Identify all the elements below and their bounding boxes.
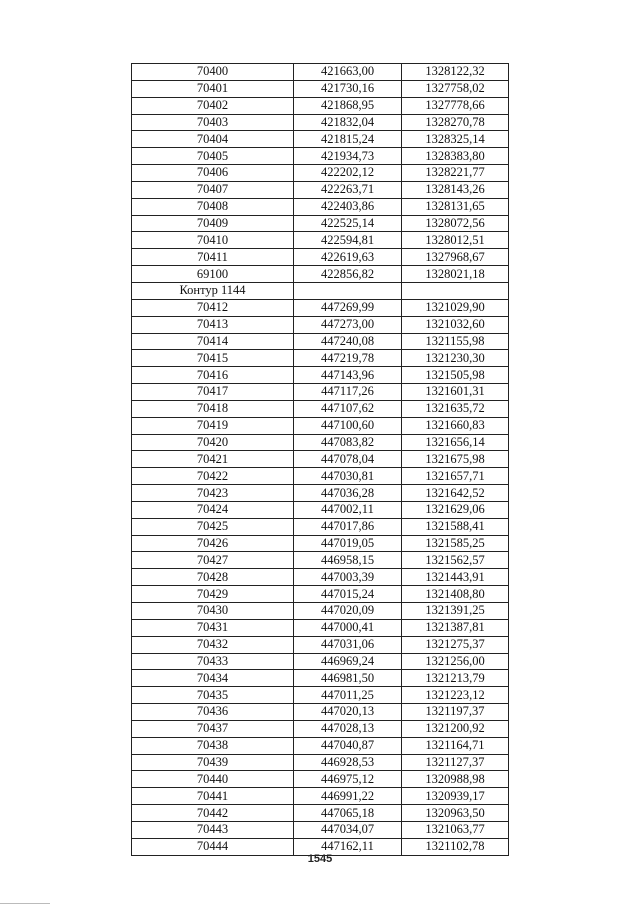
table-row <box>132 603 509 620</box>
x-coordinate-cell: 421663,00 <box>294 64 402 81</box>
y-coordinate-cell: 1328021,18 <box>402 266 509 283</box>
x-coordinate-cell: 446958,15 <box>294 552 402 569</box>
x-coordinate-cell: 447240,08 <box>294 333 402 350</box>
point-id-cell: 70417 <box>132 384 294 401</box>
point-id-cell: 70412 <box>132 299 294 316</box>
point-id-cell: 70419 <box>132 417 294 434</box>
y-coordinate-cell: 1321601,31 <box>402 384 509 401</box>
page-edge-line <box>0 903 50 904</box>
table-row <box>132 316 509 333</box>
y-coordinate-cell: 1321029,90 <box>402 299 509 316</box>
x-coordinate-cell: 447002,11 <box>294 501 402 518</box>
point-id-cell: 70405 <box>132 148 294 165</box>
x-coordinate-cell: 447031,06 <box>294 636 402 653</box>
y-coordinate-cell: 1321063,77 <box>402 821 509 838</box>
y-coordinate-cell: 1321562,57 <box>402 552 509 569</box>
table-row <box>132 535 509 552</box>
point-id-cell: 70427 <box>132 552 294 569</box>
x-coordinate-cell: 447078,04 <box>294 451 402 468</box>
point-id-cell: 70402 <box>132 97 294 114</box>
x-coordinate-cell: 447034,07 <box>294 821 402 838</box>
point-id-cell: Контур 1144 <box>132 282 294 299</box>
table-row <box>132 215 509 232</box>
y-coordinate-cell: 1328325,14 <box>402 131 509 148</box>
x-coordinate-cell: 446991,22 <box>294 788 402 805</box>
x-coordinate-cell: 447100,60 <box>294 417 402 434</box>
y-coordinate-cell: 1328221,77 <box>402 165 509 182</box>
table-row <box>132 737 509 754</box>
table-row <box>132 501 509 518</box>
x-coordinate-cell: 447273,00 <box>294 316 402 333</box>
x-coordinate-cell: 447020,09 <box>294 603 402 620</box>
coordinates-table <box>131 63 509 856</box>
point-id-cell: 70410 <box>132 232 294 249</box>
x-coordinate-cell: 422263,71 <box>294 181 402 198</box>
x-coordinate-cell: 447011,25 <box>294 687 402 704</box>
table-row <box>132 417 509 434</box>
x-coordinate-cell: 422525,14 <box>294 215 402 232</box>
table-row <box>132 131 509 148</box>
point-id-cell: 70411 <box>132 249 294 266</box>
y-coordinate-cell: 1321588,41 <box>402 518 509 535</box>
table-row <box>132 586 509 603</box>
table-row <box>132 754 509 771</box>
x-coordinate-cell: 446969,24 <box>294 653 402 670</box>
point-id-cell: 70429 <box>132 586 294 603</box>
point-id-cell: 70408 <box>132 198 294 215</box>
x-coordinate-cell: 447143,96 <box>294 367 402 384</box>
point-id-cell: 70403 <box>132 114 294 131</box>
x-coordinate-cell: 422202,12 <box>294 165 402 182</box>
x-coordinate-cell: 447015,24 <box>294 586 402 603</box>
y-coordinate-cell: 1321102,78 <box>402 838 509 855</box>
table-row <box>132 518 509 535</box>
point-id-cell: 70418 <box>132 400 294 417</box>
table-row <box>132 333 509 350</box>
y-coordinate-cell: 1321391,25 <box>402 603 509 620</box>
x-coordinate-cell: 446975,12 <box>294 771 402 788</box>
table-row <box>132 114 509 131</box>
y-coordinate-cell: 1328270,78 <box>402 114 509 131</box>
y-coordinate-cell: 1321657,71 <box>402 468 509 485</box>
y-coordinate-cell: 1321585,25 <box>402 535 509 552</box>
table-row <box>132 704 509 721</box>
table-row <box>132 80 509 97</box>
x-coordinate-cell: 422594,81 <box>294 232 402 249</box>
y-coordinate-cell: 1328131,65 <box>402 198 509 215</box>
point-id-cell: 70436 <box>132 704 294 721</box>
y-coordinate-cell: 1320939,17 <box>402 788 509 805</box>
x-coordinate-cell: 447036,28 <box>294 485 402 502</box>
table-row <box>132 266 509 283</box>
y-coordinate-cell: 1321443,91 <box>402 569 509 586</box>
x-coordinate-cell: 447030,81 <box>294 468 402 485</box>
point-id-cell: 70400 <box>132 64 294 81</box>
y-coordinate-cell: 1321223,12 <box>402 687 509 704</box>
y-coordinate-cell: 1327968,67 <box>402 249 509 266</box>
x-coordinate-cell: 447219,78 <box>294 350 402 367</box>
x-coordinate-cell <box>294 282 402 299</box>
point-id-cell: 70430 <box>132 603 294 620</box>
point-id-cell: 69100 <box>132 266 294 283</box>
coordinates-table-body <box>132 64 509 856</box>
table-row <box>132 232 509 249</box>
y-coordinate-cell: 1321164,71 <box>402 737 509 754</box>
y-coordinate-cell: 1321275,37 <box>402 636 509 653</box>
point-id-cell: 70413 <box>132 316 294 333</box>
table-row <box>132 249 509 266</box>
table-row <box>132 485 509 502</box>
y-coordinate-cell: 1321197,37 <box>402 704 509 721</box>
point-id-cell: 70407 <box>132 181 294 198</box>
y-coordinate-cell <box>402 282 509 299</box>
point-id-cell: 70423 <box>132 485 294 502</box>
table-row <box>132 687 509 704</box>
point-id-cell: 70435 <box>132 687 294 704</box>
point-id-cell: 70409 <box>132 215 294 232</box>
point-id-cell: 70414 <box>132 333 294 350</box>
y-coordinate-cell: 1328383,80 <box>402 148 509 165</box>
table-row <box>132 771 509 788</box>
x-coordinate-cell: 447269,99 <box>294 299 402 316</box>
page-number: 1545 <box>307 853 333 865</box>
y-coordinate-cell: 1321256,00 <box>402 653 509 670</box>
point-id-cell: 70401 <box>132 80 294 97</box>
point-id-cell: 70432 <box>132 636 294 653</box>
table-row <box>132 384 509 401</box>
y-coordinate-cell: 1321505,98 <box>402 367 509 384</box>
y-coordinate-cell: 1328143,26 <box>402 181 509 198</box>
x-coordinate-cell: 421934,73 <box>294 148 402 165</box>
y-coordinate-cell: 1321387,81 <box>402 619 509 636</box>
x-coordinate-cell: 421815,24 <box>294 131 402 148</box>
y-coordinate-cell: 1321032,60 <box>402 316 509 333</box>
y-coordinate-cell: 1321213,79 <box>402 670 509 687</box>
y-coordinate-cell: 1321629,06 <box>402 501 509 518</box>
x-coordinate-cell: 446981,50 <box>294 670 402 687</box>
y-coordinate-cell: 1321656,14 <box>402 434 509 451</box>
table-row <box>132 821 509 838</box>
point-id-cell: 70420 <box>132 434 294 451</box>
x-coordinate-cell: 422403,86 <box>294 198 402 215</box>
point-id-cell: 70421 <box>132 451 294 468</box>
x-coordinate-cell: 447000,41 <box>294 619 402 636</box>
table-row <box>132 148 509 165</box>
x-coordinate-cell: 421868,95 <box>294 97 402 114</box>
point-id-cell: 70444 <box>132 838 294 855</box>
table-row <box>132 165 509 182</box>
table-row <box>132 299 509 316</box>
point-id-cell: 70441 <box>132 788 294 805</box>
x-coordinate-cell: 447020,13 <box>294 704 402 721</box>
y-coordinate-cell: 1327778,66 <box>402 97 509 114</box>
table-row <box>132 468 509 485</box>
table-row <box>132 670 509 687</box>
point-id-cell: 70437 <box>132 720 294 737</box>
y-coordinate-cell: 1320963,50 <box>402 805 509 822</box>
table-row <box>132 805 509 822</box>
table-row <box>132 653 509 670</box>
x-coordinate-cell: 421730,16 <box>294 80 402 97</box>
y-coordinate-cell: 1327758,02 <box>402 80 509 97</box>
table-row <box>132 400 509 417</box>
table-row <box>132 451 509 468</box>
point-id-cell: 70442 <box>132 805 294 822</box>
table-row <box>132 350 509 367</box>
point-id-cell: 70416 <box>132 367 294 384</box>
y-coordinate-cell: 1321635,72 <box>402 400 509 417</box>
x-coordinate-cell: 421832,04 <box>294 114 402 131</box>
y-coordinate-cell: 1321155,98 <box>402 333 509 350</box>
point-id-cell: 70428 <box>132 569 294 586</box>
y-coordinate-cell: 1321408,80 <box>402 586 509 603</box>
x-coordinate-cell: 422619,63 <box>294 249 402 266</box>
y-coordinate-cell: 1321660,83 <box>402 417 509 434</box>
x-coordinate-cell: 447117,26 <box>294 384 402 401</box>
table-row <box>132 64 509 81</box>
point-id-cell: 70425 <box>132 518 294 535</box>
x-coordinate-cell: 446928,53 <box>294 754 402 771</box>
x-coordinate-cell: 447107,62 <box>294 400 402 417</box>
x-coordinate-cell: 447083,82 <box>294 434 402 451</box>
point-id-cell: 70440 <box>132 771 294 788</box>
table-row <box>132 720 509 737</box>
table-row <box>132 569 509 586</box>
x-coordinate-cell: 447017,86 <box>294 518 402 535</box>
point-id-cell: 70434 <box>132 670 294 687</box>
x-coordinate-cell: 447019,05 <box>294 535 402 552</box>
table-row <box>132 434 509 451</box>
point-id-cell: 70426 <box>132 535 294 552</box>
y-coordinate-cell: 1328012,51 <box>402 232 509 249</box>
x-coordinate-cell: 447003,39 <box>294 569 402 586</box>
y-coordinate-cell: 1320988,98 <box>402 771 509 788</box>
x-coordinate-cell: 447162,11 <box>294 838 402 855</box>
table-row <box>132 282 509 299</box>
point-id-cell: 70415 <box>132 350 294 367</box>
table-row <box>132 181 509 198</box>
table-row <box>132 198 509 215</box>
x-coordinate-cell: 447065,18 <box>294 805 402 822</box>
x-coordinate-cell: 447028,13 <box>294 720 402 737</box>
y-coordinate-cell: 1321675,98 <box>402 451 509 468</box>
table-row <box>132 788 509 805</box>
point-id-cell: 70433 <box>132 653 294 670</box>
table-row <box>132 367 509 384</box>
point-id-cell: 70431 <box>132 619 294 636</box>
point-id-cell: 70439 <box>132 754 294 771</box>
table-row <box>132 97 509 114</box>
table-row <box>132 619 509 636</box>
point-id-cell: 70422 <box>132 468 294 485</box>
x-coordinate-cell: 422856,82 <box>294 266 402 283</box>
point-id-cell: 70404 <box>132 131 294 148</box>
table-row <box>132 636 509 653</box>
y-coordinate-cell: 1328072,56 <box>402 215 509 232</box>
y-coordinate-cell: 1321230,30 <box>402 350 509 367</box>
point-id-cell: 70438 <box>132 737 294 754</box>
point-id-cell: 70406 <box>132 165 294 182</box>
y-coordinate-cell: 1321200,92 <box>402 720 509 737</box>
point-id-cell: 70424 <box>132 501 294 518</box>
x-coordinate-cell: 447040,87 <box>294 737 402 754</box>
y-coordinate-cell: 1321127,37 <box>402 754 509 771</box>
table-row <box>132 552 509 569</box>
point-id-cell: 70443 <box>132 821 294 838</box>
y-coordinate-cell: 1321642,52 <box>402 485 509 502</box>
y-coordinate-cell: 1328122,32 <box>402 64 509 81</box>
